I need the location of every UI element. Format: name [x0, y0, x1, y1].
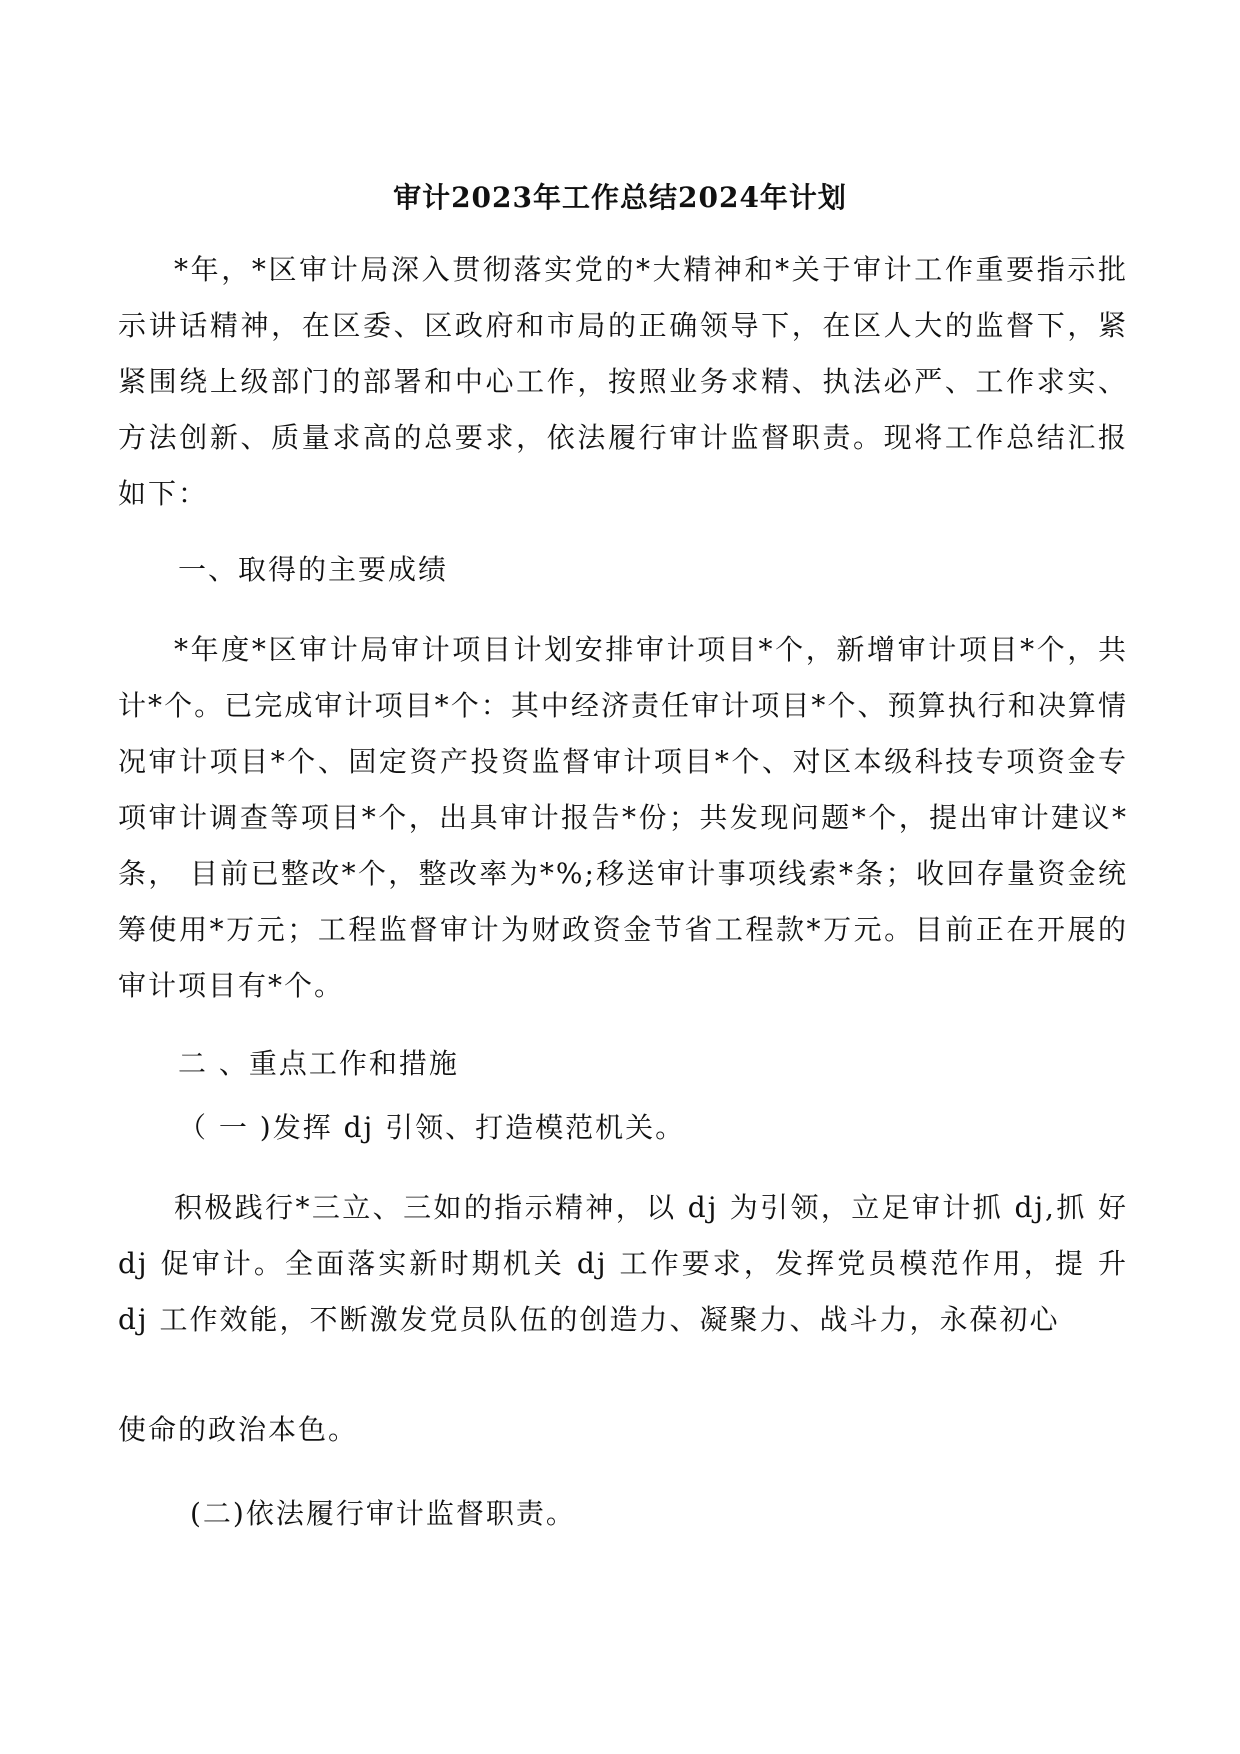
- subsection-heading-dj-leadership: （ 一 )发挥 dj 引领、打造模范机关。: [178, 1111, 686, 1144]
- subsection-heading-audit-duty: (二)依法履行审计监督职责。: [190, 1497, 576, 1530]
- dj-paragraph: 积极践行*三立、三如的指示精神，以 dj 为引领，立足审计抓 dj,抓 好 dj 促审计。全面落实新时期机关 dj 工作要求，发挥党员模范作用，提 升 dj 工作效能，不断激发党员队伍的创造力、凝聚力、战斗力，永葆初心: [118, 1191, 1128, 1336]
- intro-paragraph: *年，*区审计局深入贯彻落实党的*大精神和*关于审计工作重要指示批示讲话精神，在区委、区政府和市局的正确领导下，在区人大的监督下，紧紧围绕上级部门的部署和中心工作，按照业务求精、执法必严、工作求实、方法创新、质量求高的总要求，依法履行审计监督职责。现将工作总结汇报如下：: [118, 253, 1128, 510]
- document-title: 审计2023年工作总结2024年计划: [393, 181, 847, 214]
- section-heading-achievements: 一、取得的主要成绩: [178, 553, 449, 586]
- achievements-paragraph: *年度*区审计局审计项目计划安排审计项目*个，新增审计项目*个，共计*个。已完成审计项目*个：其中经济责任审计项目*个、预算执行和决算情况审计项目*个、固定资产投资监督审计项目*个、对区本级科技专项资金专项审计调查等项目*个，出具审计报告*份；共发现问题*个，提出审计建议*条， 目前已整改*个，整改率为*%;移送审计事项线索*条；收回存量资金统筹使用*万元；工程监督审计为财政资金节省工程款*万元。目前正在开展的审计项目有*个。: [118, 633, 1128, 1002]
- section-heading-key-work: 二 、重点工作和措施: [178, 1047, 459, 1080]
- dj-paragraph-continuation: 使命的政治本色。: [118, 1413, 359, 1446]
